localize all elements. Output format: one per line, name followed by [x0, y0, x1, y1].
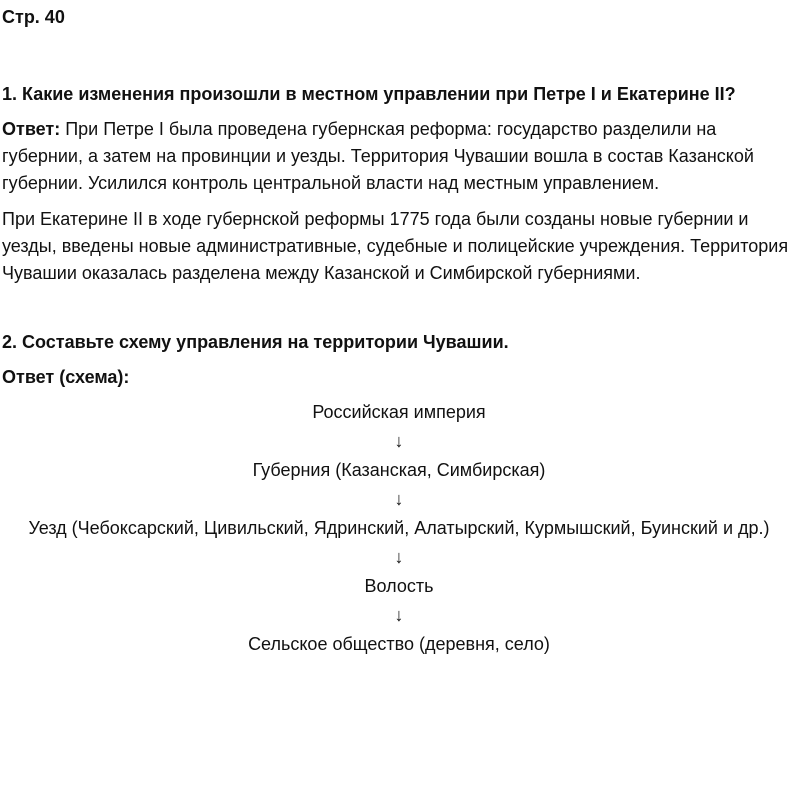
scheme-level-uezd: Уезд (Чебоксарский, Цивильский, Ядринский, Алатырский, Курмышский, Буинский и др.) — [28, 518, 770, 538]
page-number: Стр. 40 — [2, 7, 65, 27]
answer-2-label: Ответ (схема): — [2, 367, 130, 387]
answer-1-text: При Петре I была проведена губернская реформа: государство разделили на губернии, а затем на провинции и уезды. Территория Чувашии вошла в состав Казанской губернии. Усилился контроль центральной власти над местным управлением. — [2, 119, 754, 193]
question-1: 1. Какие изменения произошли в местном управлении при Петре I и Екатерине II? — [2, 84, 736, 104]
answer-1-paragraph-1 — [2, 116, 796, 197]
governance-scheme — [2, 398, 796, 659]
scheme-level-guberniya: Губерния (Казанская, Симбирская) — [252, 460, 546, 480]
arrow-down-icon: ↓ — [394, 547, 404, 567]
scheme-level-village-society: Сельское общество (деревня, село) — [248, 634, 550, 654]
scheme-level-volost: Волость — [364, 576, 434, 596]
scheme-level-empire: Российская империя — [312, 402, 486, 422]
question-2: 2. Составьте схему управления на территории Чувашии. — [2, 332, 509, 352]
arrow-down-icon: ↓ — [394, 605, 404, 625]
answer-1-label: Ответ: — [2, 119, 61, 139]
arrow-down-icon: ↓ — [394, 489, 404, 509]
arrow-down-icon: ↓ — [394, 431, 404, 451]
answer-1-paragraph-2: При Екатерине II в ходе губернской реформы 1775 года были созданы новые губернии и уезды, введены новые административные, судебные и полицейские учреждения. Территория Чувашии оказалась разделена между Казанской и Симбирской губерниями. — [2, 209, 789, 283]
